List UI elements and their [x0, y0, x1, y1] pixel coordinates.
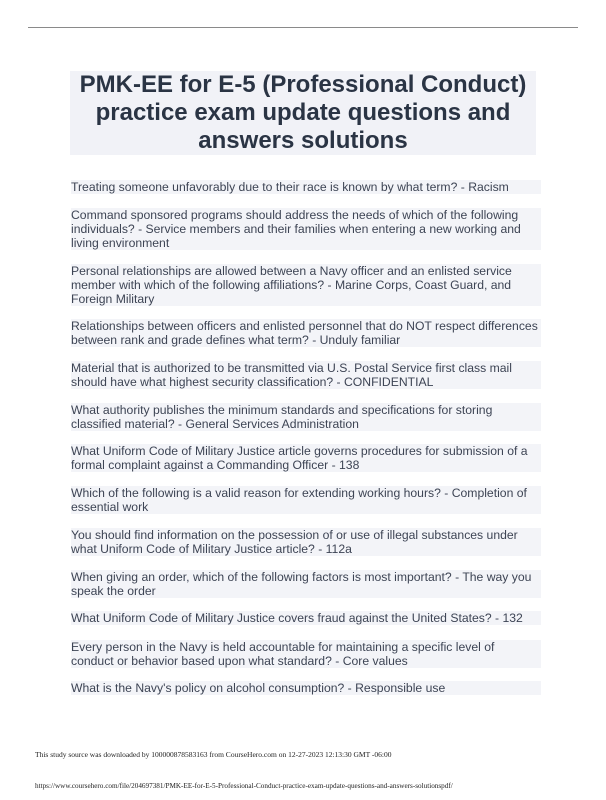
qa-item: Every person in the Navy is held accountable for maintaining a specific level of conduct or behavior based upon what standard? - Core values — [71, 640, 541, 668]
qa-item: Relationships between officers and enlisted personnel that do NOT respect differences between rank and grade defines what term? - Unduly familiar — [71, 319, 541, 347]
qa-item: Command sponsored programs should address the needs of which of the following individuals? - Service members and their families when entering a new working and living environment — [71, 208, 541, 250]
document-title: PMK-EE for E-5 (Professional Conduct) practice exam update questions and answers solutions — [79, 71, 527, 154]
qa-item: What authority publishes the minimum standards and specifications for storing classified material? - General Services Administration — [71, 403, 541, 431]
title-banner — [70, 71, 536, 155]
download-notice: This study source was downloaded by 100000878583163 from CourseHero.com on 12-27-2023 12:13:30 GMT -06:00 — [35, 750, 392, 759]
qa-item: What Uniform Code of Military Justice article governs procedures for submission of a formal complaint against a Commanding Officer - 138 — [71, 444, 541, 472]
qa-item: You should find information on the possession of or use of illegal substances under what Uniform Code of Military Justice article? - 112a — [71, 528, 541, 556]
qa-item: When giving an order, which of the following factors is most important? - The way you speak the order — [71, 570, 541, 598]
qa-item: Material that is authorized to be transmitted via U.S. Postal Service first class mail should have what highest security classification? - CONFIDENTIAL — [71, 361, 541, 389]
qa-item: What is the Navy's policy on alcohol consumption? - Responsible use — [71, 681, 541, 695]
header-rule — [28, 27, 578, 28]
qa-item: Which of the following is a valid reason for extending working hours? - Completion of essential work — [71, 486, 541, 514]
qa-item: Personal relationships are allowed between a Navy officer and an enlisted service member with which of the following affiliations? - Marine Corps, Coast Guard, and Foreign Military — [71, 264, 541, 306]
source-url: https://www.coursehero.com/file/204697381/PMK-EE-for-E-5-Professional-Conduct-practice-exam-update-questions-and-answers-solutionspdf/ — [35, 782, 453, 790]
qa-item: Treating someone unfavorably due to their race is known by what term? - Racism — [71, 180, 541, 194]
qa-item: What Uniform Code of Military Justice covers fraud against the United States? - 132 — [71, 611, 541, 625]
